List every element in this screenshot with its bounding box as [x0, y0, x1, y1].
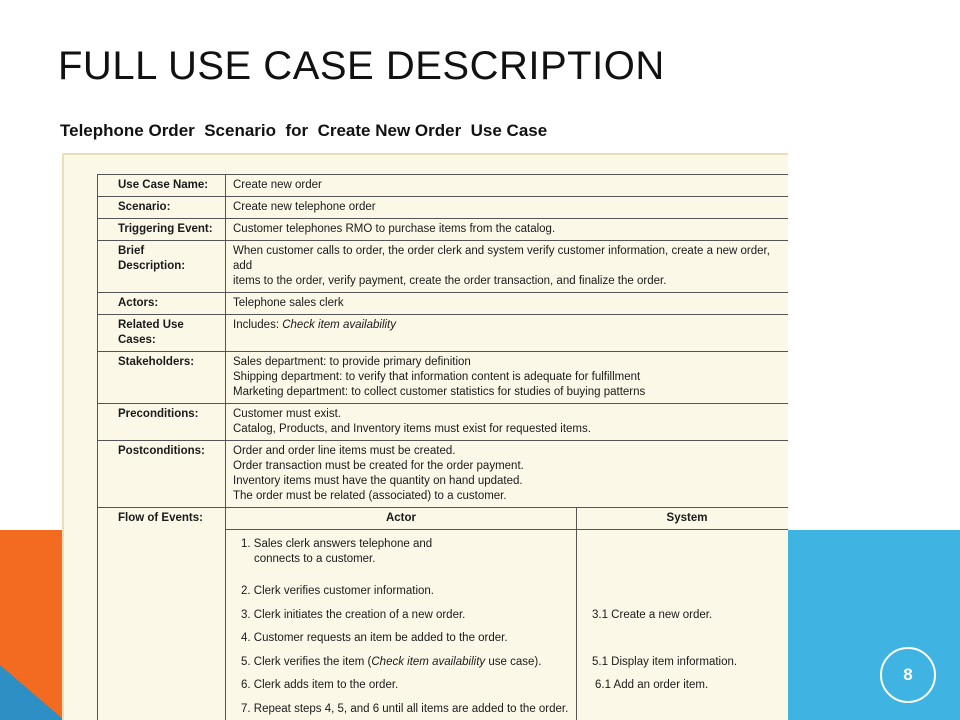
row-label	[98, 315, 226, 352]
step-text-italic: Check item availability	[371, 655, 486, 668]
table-row	[98, 293, 789, 315]
row-label: Preconditions:	[98, 404, 226, 441]
table-row	[98, 508, 789, 530]
step-text: 5. Clerk verifies the item (	[241, 655, 372, 668]
slide-title: FULL USE CASE DESCRIPTION	[58, 44, 665, 88]
row-label: Use Case Name:	[98, 175, 226, 197]
row-value	[226, 404, 789, 441]
row-value: Customer telephones RMO to purchase items from the catalog.	[226, 219, 789, 241]
row-label: Postconditions:	[98, 441, 226, 508]
row-value	[226, 315, 789, 352]
step-text: use case).	[485, 655, 542, 668]
row-label: Stakeholders:	[98, 352, 226, 404]
row-value: Create new order	[226, 175, 789, 197]
actor-step: 3. Clerk initiates the creation of a new order.	[241, 608, 466, 621]
row-label: Triggering Event:	[98, 219, 226, 241]
step-text: connects to a customer.	[254, 553, 376, 565]
label-line: Description:	[118, 260, 186, 272]
table-row	[98, 441, 789, 508]
actor-step: 2. Clerk verifies customer information.	[241, 585, 435, 597]
row-label	[98, 241, 226, 293]
value-line: Inventory items must have the quantity on hand updated.	[233, 475, 523, 487]
actor-column-header: Actor	[226, 508, 577, 530]
table-row	[98, 352, 789, 404]
actor-step	[233, 533, 569, 580]
system-step: 3.1 Create a new order.	[592, 608, 713, 621]
value-line: Shipping department: to verify that information content is adequate for fulfillment	[233, 371, 641, 383]
value-line: items to the order, verify payment, create the order transaction, and finalize the order.	[233, 275, 667, 287]
label-line: Cases:	[118, 334, 156, 346]
row-value	[226, 241, 789, 293]
row-label: Flow of Events:	[98, 508, 226, 720]
system-step: 5.1 Display item information.	[592, 655, 738, 668]
value-line: Customer must exist.	[233, 408, 341, 420]
table-row	[98, 219, 789, 241]
table-row	[98, 175, 789, 197]
value-line: Catalog, Products, and Inventory items must exist for requested items.	[233, 423, 591, 435]
value-line: When customer calls to order, the order clerk and system verify customer information, create a new order, add	[233, 245, 770, 272]
system-step: 6.1 Add an order item.	[595, 679, 709, 691]
slide-subtitle: Telephone Order Scenario for Create New Order Use Case	[60, 121, 548, 140]
blue-accent-block	[788, 530, 960, 720]
table-row	[98, 404, 789, 441]
step-text: 1. Sales clerk answers telephone and	[241, 538, 433, 550]
value-line: The order must be related (associated) to a customer.	[233, 490, 507, 502]
system-column-header: System	[577, 508, 789, 530]
value-line: Sales department: to provide primary definition	[233, 356, 471, 368]
row-value: Create new telephone order	[226, 197, 789, 219]
row-label: Actors:	[98, 293, 226, 315]
value-line: Order transaction must be created for the order payment.	[233, 460, 524, 472]
related-use-case: Check item availability	[282, 319, 396, 331]
system-step-empty	[584, 627, 788, 651]
row-value	[226, 441, 789, 508]
actor-step: 4. Customer requests an item be added to the order.	[241, 632, 508, 644]
label-line: Related Use	[118, 319, 184, 331]
system-step-empty	[584, 580, 788, 604]
row-value	[226, 352, 789, 404]
actor-step: 6. Clerk adds item to the order.	[241, 679, 399, 691]
system-step-empty	[584, 698, 788, 720]
actor-step: 7. Repeat steps 4, 5, and 6 until all items are added to the order.	[241, 702, 569, 715]
table-row	[98, 241, 789, 293]
actor-steps	[226, 530, 577, 720]
actor-step	[233, 651, 569, 675]
table-row	[98, 315, 789, 352]
row-label: Scenario:	[98, 197, 226, 219]
table-row	[98, 197, 789, 219]
row-value: Telephone sales clerk	[226, 293, 789, 315]
label-line: Brief	[118, 245, 145, 257]
page-number: 8	[880, 647, 936, 703]
blue-accent-triangle	[0, 665, 64, 720]
use-case-table	[97, 174, 788, 720]
related-prefix: Includes:	[233, 319, 283, 331]
value-line: Marketing department: to collect customer statistics for studies of buying patterns	[233, 386, 646, 398]
use-case-document	[62, 153, 788, 720]
system-steps	[577, 530, 789, 720]
value-line: Order and order line items must be created.	[233, 445, 456, 457]
system-step-empty	[584, 533, 788, 580]
